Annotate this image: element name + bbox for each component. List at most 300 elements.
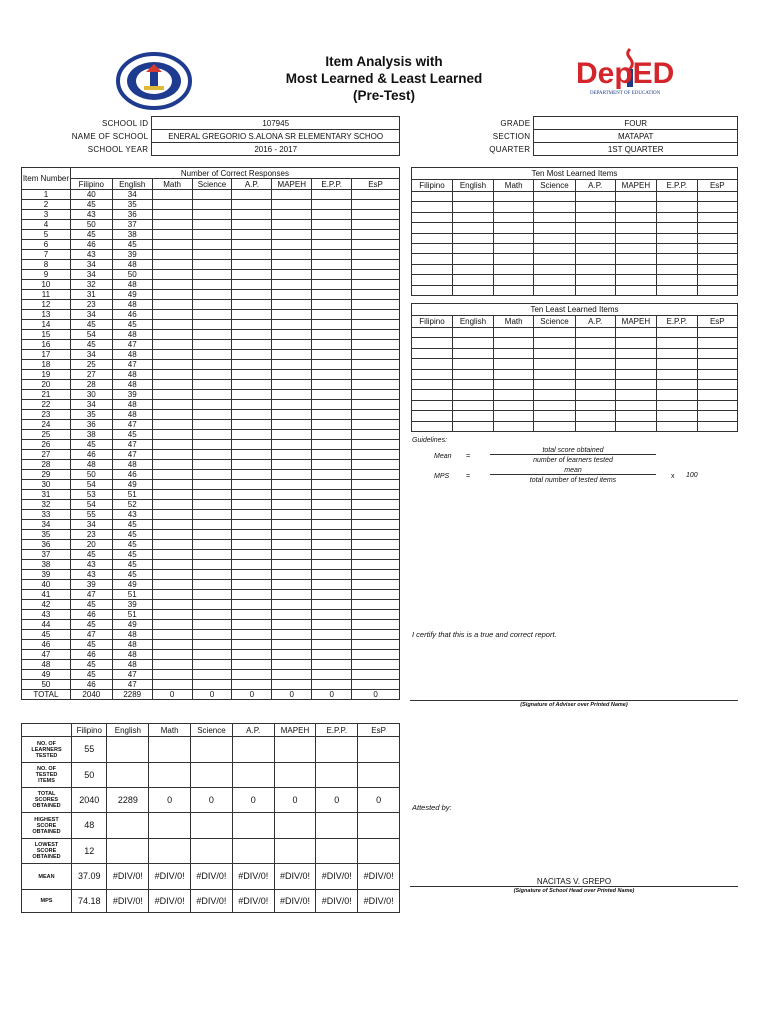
rank-cell [493,254,534,264]
response-cell [272,240,312,250]
response-cell [192,360,232,370]
response-cell [272,430,312,440]
response-cell [232,340,272,350]
item-number-cell: 16 [22,340,71,350]
response-cell [312,530,352,540]
least-learned-table [411,303,738,432]
least_learned-row [412,348,738,358]
item-number-cell: 7 [22,250,71,260]
item-number-cell: 17 [22,350,71,360]
response-cell [352,190,400,200]
response-cell [272,530,312,540]
total-cell: 0 [312,690,352,700]
section-label: SECTION [492,131,531,141]
response-cell [152,220,192,230]
total-cell: 2040 [70,690,112,700]
rank-cell [534,359,575,369]
rank-cell [656,379,697,389]
response-cell [352,280,400,290]
response-cell [192,300,232,310]
response-cell [272,550,312,560]
rank-cell [534,202,575,212]
response-cell [272,300,312,310]
mps-numerator: mean [490,467,656,475]
response-cell: 48 [112,630,152,640]
response-cell: 45 [112,430,152,440]
response-cell [312,620,352,630]
response-cell: 38 [70,430,112,440]
least_learned-row [412,421,738,431]
response-cell: 34 [70,310,112,320]
response-cell: 50 [70,470,112,480]
rank-cell [493,212,534,222]
most_learned-row [412,212,738,222]
item-row [22,380,400,390]
response-cell [272,400,312,410]
response-cell [152,570,192,580]
rank-cell [493,348,534,358]
stats-row [22,763,400,788]
most_learned-subject-row [412,180,738,192]
rank-cell [656,338,697,348]
response-cell [232,300,272,310]
school-name-value: ENERAL GREGORIO S.ALONA SR ELEMENTARY SCHOO [152,130,400,143]
response-cell [352,450,400,460]
response-cell [232,240,272,250]
item-row [22,600,400,610]
response-cell: 49 [112,580,152,590]
response-cell [352,630,400,640]
times-sign: x [671,473,675,480]
response-cell: 55 [70,510,112,520]
main-subject-row [22,179,400,190]
response-cell: 48 [112,650,152,660]
stats-value-cell [149,813,191,839]
stats-value-cell [149,763,191,788]
item-row [22,230,400,240]
response-cell [312,630,352,640]
subject-header: E.P.P. [316,724,358,737]
item-number-cell: 36 [22,540,71,550]
rank-cell [493,223,534,233]
stats-value-cell [274,839,316,864]
response-cell: 23 [70,300,112,310]
response-cell: 48 [112,400,152,410]
stats-row [22,839,400,864]
response-cell [232,680,272,690]
subject-header: A.P. [232,179,272,190]
response-cell: 45 [112,530,152,540]
response-cell [192,620,232,630]
response-cell [312,550,352,560]
rank-cell [697,348,737,358]
stats-row-label: MPS [22,890,72,913]
rank-cell [697,411,737,421]
response-cell [192,290,232,300]
rank-cell [656,233,697,243]
response-cell [312,310,352,320]
stats-row [22,864,400,890]
subject-header: Filipino [70,179,112,190]
response-cell: 23 [70,530,112,540]
stats-value-cell [358,737,400,763]
stats-value-cell: #DIV/0! [232,890,274,913]
class-info-table [440,116,738,156]
rank-cell [615,264,656,274]
total-cell: 0 [352,690,400,700]
item-row [22,640,400,650]
title-line-1: Item Analysis with [325,54,443,69]
item-row [22,590,400,600]
item-number-cell: 10 [22,280,71,290]
mps-denominator: total number of tested items [529,477,617,484]
item-row [22,190,400,200]
response-cell: 46 [112,310,152,320]
rank-cell [697,328,737,338]
response-cell [232,590,272,600]
response-cell [152,320,192,330]
response-cell: 47 [112,360,152,370]
rank-cell [575,359,615,369]
response-cell: 46 [70,450,112,460]
response-cell [272,210,312,220]
times-hundred: 100 [686,472,698,479]
item-row [22,480,400,490]
item-number-cell: 46 [22,640,71,650]
rank-cell [452,390,493,400]
rank-cell [534,390,575,400]
response-cell [312,650,352,660]
item-number-cell: 39 [22,570,71,580]
response-cell [152,510,192,520]
subject-header: English [452,180,493,192]
item-row [22,520,400,530]
rank-cell [575,223,615,233]
rank-cell [697,400,737,410]
response-cell: 45 [70,550,112,560]
item-row [22,250,400,260]
response-cell [312,240,352,250]
least_learned-row [412,390,738,400]
response-cell [352,410,400,420]
section-value: MATAPAT [534,130,738,143]
rank-cell [575,285,615,295]
rank-cell [412,233,453,243]
stats-value-cell: 48 [72,813,107,839]
rank-cell [452,223,493,233]
quarter-value: 1ST QUARTER [534,143,738,156]
item-row [22,370,400,380]
response-cell [272,260,312,270]
main-header-row [22,168,400,179]
response-cell: 46 [112,470,152,480]
item-number-cell: 1 [22,190,71,200]
response-cell: 48 [112,280,152,290]
item-number-cell: 20 [22,380,71,390]
response-cell [352,360,400,370]
item-number-cell: 4 [22,220,71,230]
response-cell: 43 [70,560,112,570]
rank-cell [656,275,697,285]
response-cell: 35 [112,200,152,210]
response-cell [152,590,192,600]
response-cell: 47 [112,420,152,430]
most_learned-row [412,243,738,253]
subject-header: Filipino [412,316,453,328]
rank-cell [534,233,575,243]
rank-cell [697,379,737,389]
item-number-header: Item Number [22,168,71,190]
item-number-cell: 48 [22,660,71,670]
response-cell [272,440,312,450]
response-cell [192,560,232,570]
item-number-cell: 40 [22,580,71,590]
item-row [22,450,400,460]
correct-responses-header: Number of Correct Responses [70,168,399,179]
response-cell [232,210,272,220]
response-cell [352,320,400,330]
response-cell [192,520,232,530]
rank-cell [697,233,737,243]
rank-cell [412,264,453,274]
least_learned-row [412,400,738,410]
most_learned-title-row [412,168,738,180]
item-row [22,310,400,320]
response-cell [152,470,192,480]
response-cell [312,330,352,340]
response-cell [312,540,352,550]
response-cell [272,560,312,570]
response-cell [352,620,400,630]
response-cell [152,420,192,430]
rank-cell [615,223,656,233]
rank-cell [534,223,575,233]
response-cell [312,410,352,420]
response-cell [312,250,352,260]
response-cell [192,680,232,690]
item-number-cell: 31 [22,490,71,500]
school-info-table [60,116,400,156]
school-year-label: SCHOOL YEAR [87,144,149,154]
response-cell [312,280,352,290]
rank-cell [452,359,493,369]
stats-value-cell: 0 [191,788,233,813]
response-cell: 45 [70,320,112,330]
response-cell: 43 [70,250,112,260]
response-cell [232,610,272,620]
response-cell [232,670,272,680]
response-cell [352,350,400,360]
response-cell: 45 [70,670,112,680]
response-cell [192,530,232,540]
response-cell [312,470,352,480]
response-cell: 20 [70,540,112,550]
item-number-cell: 22 [22,400,71,410]
rank-cell [493,192,534,202]
response-cell [352,220,400,230]
item-number-cell: 18 [22,360,71,370]
response-cell [192,320,232,330]
rank-cell [452,202,493,212]
subject-header: English [112,179,152,190]
rank-cell [412,338,453,348]
stats-row [22,813,400,839]
response-cell [312,360,352,370]
item-number-cell: 15 [22,330,71,340]
item-number-cell: 26 [22,440,71,450]
response-cell [152,440,192,450]
rank-cell [493,421,534,431]
response-cell: 51 [112,490,152,500]
response-cell [192,650,232,660]
rank-cell [656,348,697,358]
response-cell [152,500,192,510]
response-cell [352,660,400,670]
stats-value-cell [191,737,233,763]
stats-value-cell: 50 [72,763,107,788]
item-number-cell: 19 [22,370,71,380]
response-cell: 49 [112,620,152,630]
item-row [22,670,400,680]
subject-header: Science [192,179,232,190]
response-cell [352,440,400,450]
rank-cell [534,254,575,264]
response-cell [152,350,192,360]
response-cell [272,380,312,390]
deped-logo-subtext: DEPARTMENT OF EDUCATION [590,91,661,96]
response-cell [272,250,312,260]
response-cell [272,270,312,280]
item-number-cell: 8 [22,260,71,270]
least_learned-row [412,328,738,338]
most-learned-table [411,167,738,296]
rank-cell [656,254,697,264]
rank-cell [493,400,534,410]
response-cell [152,670,192,680]
rank-cell [412,328,453,338]
response-cell [352,370,400,380]
deped-brand-logo [572,45,684,97]
item-row [22,350,400,360]
response-cell [152,430,192,440]
item-row [22,630,400,640]
response-cell [152,660,192,670]
rank-cell [575,421,615,431]
response-cell [232,560,272,570]
response-cell [312,680,352,690]
response-cell [312,490,352,500]
rank-cell [575,233,615,243]
response-cell [152,230,192,240]
response-cell [232,600,272,610]
response-cell [232,550,272,560]
item-row [22,580,400,590]
response-cell: 34 [112,190,152,200]
least_learned-subject-row [412,316,738,328]
response-cell [192,590,232,600]
response-cell [232,290,272,300]
item-row [22,680,400,690]
rank-cell [534,369,575,379]
item-row [22,650,400,660]
response-cell [152,410,192,420]
response-cell [272,290,312,300]
response-cell [192,370,232,380]
rank-cell [412,285,453,295]
total-cell: 0 [192,690,232,700]
most_learned-title: Ten Most Learned Items [412,168,738,180]
response-cell [312,520,352,530]
response-cell [192,400,232,410]
response-cell [352,460,400,470]
response-cell [192,190,232,200]
rank-cell [412,379,453,389]
response-cell [232,370,272,380]
least_learned-row [412,379,738,389]
rank-cell [697,338,737,348]
rank-cell [452,192,493,202]
response-cell [152,380,192,390]
rank-cell [615,192,656,202]
response-cell [312,200,352,210]
response-cell [312,400,352,410]
rank-cell [493,338,534,348]
response-cell: 36 [70,420,112,430]
deped-logo-text: DepED [576,57,675,90]
stats-value-cell: #DIV/0! [107,890,149,913]
item-number-cell: 23 [22,410,71,420]
response-cell: 34 [70,520,112,530]
rank-cell [452,264,493,274]
response-cell: 45 [112,570,152,580]
response-cell [352,390,400,400]
subject-header: E.P.P. [656,316,697,328]
response-cell [312,230,352,240]
item-row [22,330,400,340]
total-cell: 0 [272,690,312,700]
response-cell [232,350,272,360]
stats-value-cell: 2040 [72,788,107,813]
stats-value-cell: #DIV/0! [191,890,233,913]
response-cell [352,540,400,550]
item-number-cell: 21 [22,390,71,400]
response-cell [152,490,192,500]
response-cell [232,280,272,290]
subject-header: MAPEH [615,316,656,328]
rank-cell [615,212,656,222]
response-cell [312,290,352,300]
response-cell [352,600,400,610]
response-cell [312,460,352,470]
rank-cell [412,369,453,379]
least_learned-row [412,359,738,369]
rank-cell [656,390,697,400]
response-cell [312,590,352,600]
response-cell [152,460,192,470]
rank-cell [575,243,615,253]
rank-cell [452,212,493,222]
rank-cell [493,369,534,379]
response-cell [312,560,352,570]
response-cell [312,420,352,430]
response-cell [272,190,312,200]
rank-cell [615,400,656,410]
rank-cell [575,390,615,400]
rank-cell [493,359,534,369]
subject-header: MAPEH [274,724,316,737]
item-row [22,300,400,310]
response-cell [192,380,232,390]
